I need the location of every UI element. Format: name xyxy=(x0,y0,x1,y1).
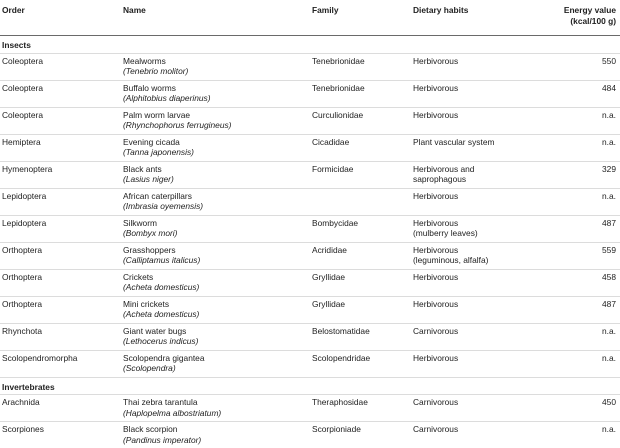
common-name: Evening cicada xyxy=(123,137,308,148)
cell-family: Tenebrionidae xyxy=(310,53,411,80)
cell-name xyxy=(121,161,310,188)
header-dietary-habits: Dietary habits xyxy=(411,1,556,36)
cell-dietary-habits xyxy=(411,269,556,296)
scientific-name: (Acheta domesticus) xyxy=(123,282,308,293)
cell-family: Cicadidae xyxy=(310,134,411,161)
common-name: Thai zebra tarantula xyxy=(123,397,308,408)
header-energy-line1: Energy value xyxy=(558,5,616,16)
cell-order: Hemiptera xyxy=(0,134,121,161)
diet-line1: Herbivorous xyxy=(413,218,554,229)
table-row xyxy=(0,215,620,242)
common-name: African caterpillars xyxy=(123,191,308,202)
header-order: Order xyxy=(0,1,121,36)
diet-line1: Herbivorous and xyxy=(413,164,554,175)
cell-dietary-habits xyxy=(411,395,556,422)
cell-family xyxy=(310,188,411,215)
cell-order: Orthoptera xyxy=(0,242,121,269)
common-name: Grasshoppers xyxy=(123,245,308,256)
table-row xyxy=(0,53,620,80)
cell-dietary-habits xyxy=(411,161,556,188)
scientific-name: (Bombyx mori) xyxy=(123,228,308,239)
diet-line1: Herbivorous xyxy=(413,272,554,283)
scientific-name: (Calliptamus italicus) xyxy=(123,255,308,266)
cell-family: Tenebrionidae xyxy=(310,80,411,107)
cell-name xyxy=(121,188,310,215)
scientific-name: (Acheta domesticus) xyxy=(123,309,308,320)
cell-name xyxy=(121,269,310,296)
diet-line1: Herbivorous xyxy=(413,83,554,94)
cell-dietary-habits xyxy=(411,107,556,134)
cell-name xyxy=(121,323,310,350)
scientific-name: (Scolopendra) xyxy=(123,363,308,374)
cell-name xyxy=(121,395,310,422)
cell-name xyxy=(121,134,310,161)
diet-line1: Carnivorous xyxy=(413,326,554,337)
common-name: Buffalo worms xyxy=(123,83,308,94)
common-name: Scolopendra gigantea xyxy=(123,353,308,364)
cell-dietary-habits xyxy=(411,53,556,80)
cell-order: Scorpiones xyxy=(0,422,121,448)
cell-name xyxy=(121,80,310,107)
header-family: Family xyxy=(310,1,411,36)
cell-dietary-habits xyxy=(411,188,556,215)
table-header xyxy=(0,1,620,36)
table-row xyxy=(0,422,620,448)
header-energy-line2: (kcal/100 g) xyxy=(558,16,616,27)
cell-dietary-habits xyxy=(411,134,556,161)
cell-energy-value: 487 xyxy=(556,215,620,242)
diet-line1: Herbivorous xyxy=(413,191,554,202)
cell-name xyxy=(121,53,310,80)
diet-line1: Herbivorous xyxy=(413,110,554,121)
header-name: Name xyxy=(121,1,310,36)
cell-energy-value: 487 xyxy=(556,296,620,323)
common-name: Crickets xyxy=(123,272,308,283)
cell-energy-value: 450 xyxy=(556,395,620,422)
table-row xyxy=(0,161,620,188)
section-row xyxy=(0,377,620,395)
table-body xyxy=(0,36,620,448)
diet-line2: (leguminous, alfalfa) xyxy=(413,255,554,266)
cell-order: Lepidoptera xyxy=(0,215,121,242)
scientific-name: (Pandinus imperator) xyxy=(123,435,308,446)
common-name: Mini crickets xyxy=(123,299,308,310)
cell-name xyxy=(121,107,310,134)
diet-line1: Herbivorous xyxy=(413,245,554,256)
diet-line1: Plant vascular system xyxy=(413,137,554,148)
cell-family: Belostomatidae xyxy=(310,323,411,350)
cell-family: Acrididae xyxy=(310,242,411,269)
cell-family: Theraphosidae xyxy=(310,395,411,422)
table-row xyxy=(0,269,620,296)
table-row xyxy=(0,323,620,350)
scientific-name: (Tenebrio molitor) xyxy=(123,66,308,77)
table-row xyxy=(0,188,620,215)
cell-name xyxy=(121,215,310,242)
cell-energy-value: 484 xyxy=(556,80,620,107)
common-name: Palm worm larvae xyxy=(123,110,308,121)
cell-order: Coleoptera xyxy=(0,53,121,80)
cell-order: Coleoptera xyxy=(0,107,121,134)
cell-family: Bombycidae xyxy=(310,215,411,242)
cell-energy-value: n.a. xyxy=(556,134,620,161)
cell-name xyxy=(121,422,310,448)
cell-dietary-habits xyxy=(411,422,556,448)
cell-energy-value: 559 xyxy=(556,242,620,269)
cell-order: Hymenoptera xyxy=(0,161,121,188)
scientific-name: (Alphitobius diaperinus) xyxy=(123,93,308,104)
cell-family: Scorpioniade xyxy=(310,422,411,448)
cell-family: Gryllidae xyxy=(310,269,411,296)
table-row xyxy=(0,134,620,161)
common-name: Giant water bugs xyxy=(123,326,308,337)
table-row xyxy=(0,107,620,134)
cell-order: Orthoptera xyxy=(0,269,121,296)
scientific-name: (Lasius niger) xyxy=(123,174,308,185)
cell-dietary-habits xyxy=(411,242,556,269)
cell-dietary-habits xyxy=(411,323,556,350)
cell-dietary-habits xyxy=(411,350,556,377)
cell-energy-value: 329 xyxy=(556,161,620,188)
insect-energy-table xyxy=(0,1,620,448)
table-row xyxy=(0,395,620,422)
diet-line1: Herbivorous xyxy=(413,299,554,310)
section-title: Insects xyxy=(0,36,620,54)
cell-order: Rhynchota xyxy=(0,323,121,350)
cell-energy-value: 458 xyxy=(556,269,620,296)
section-title: Invertebrates xyxy=(0,377,620,395)
cell-family: Formicidae xyxy=(310,161,411,188)
header-row xyxy=(0,1,620,36)
table-row xyxy=(0,242,620,269)
scientific-name: (Rhynchophorus ferrugineus) xyxy=(123,120,308,131)
cell-family: Gryllidae xyxy=(310,296,411,323)
header-energy-value xyxy=(556,1,620,36)
scientific-name: (Tanna japonensis) xyxy=(123,147,308,158)
common-name: Black scorpion xyxy=(123,424,308,435)
cell-order: Arachnida xyxy=(0,395,121,422)
table-row xyxy=(0,296,620,323)
common-name: Silkworm xyxy=(123,218,308,229)
section-row xyxy=(0,36,620,54)
cell-energy-value: n.a. xyxy=(556,188,620,215)
cell-order: Lepidoptera xyxy=(0,188,121,215)
table-row xyxy=(0,80,620,107)
cell-energy-value: n.a. xyxy=(556,350,620,377)
scientific-name: (Haplopelma albostriatum) xyxy=(123,408,308,419)
cell-dietary-habits xyxy=(411,296,556,323)
cell-dietary-habits xyxy=(411,215,556,242)
diet-line2: saprophagous xyxy=(413,174,554,185)
cell-family: Curculionidae xyxy=(310,107,411,134)
diet-line1: Herbivorous xyxy=(413,353,554,364)
common-name: Black ants xyxy=(123,164,308,175)
cell-name xyxy=(121,242,310,269)
cell-energy-value: n.a. xyxy=(556,107,620,134)
diet-line2: (mulberry leaves) xyxy=(413,228,554,239)
diet-line1: Herbivorous xyxy=(413,56,554,67)
cell-energy-value: n.a. xyxy=(556,422,620,448)
common-name: Mealworms xyxy=(123,56,308,67)
cell-energy-value: n.a. xyxy=(556,323,620,350)
cell-order: Coleoptera xyxy=(0,80,121,107)
cell-order: Orthoptera xyxy=(0,296,121,323)
diet-line1: Carnivorous xyxy=(413,424,554,435)
scientific-name: (Imbrasia oyemensis) xyxy=(123,201,308,212)
cell-energy-value: 550 xyxy=(556,53,620,80)
cell-name xyxy=(121,350,310,377)
table-row xyxy=(0,350,620,377)
cell-family: Scolopendridae xyxy=(310,350,411,377)
cell-name xyxy=(121,296,310,323)
cell-order: Scolopendromorpha xyxy=(0,350,121,377)
cell-dietary-habits xyxy=(411,80,556,107)
scientific-name: (Lethocerus indicus) xyxy=(123,336,308,347)
diet-line1: Carnivorous xyxy=(413,397,554,408)
